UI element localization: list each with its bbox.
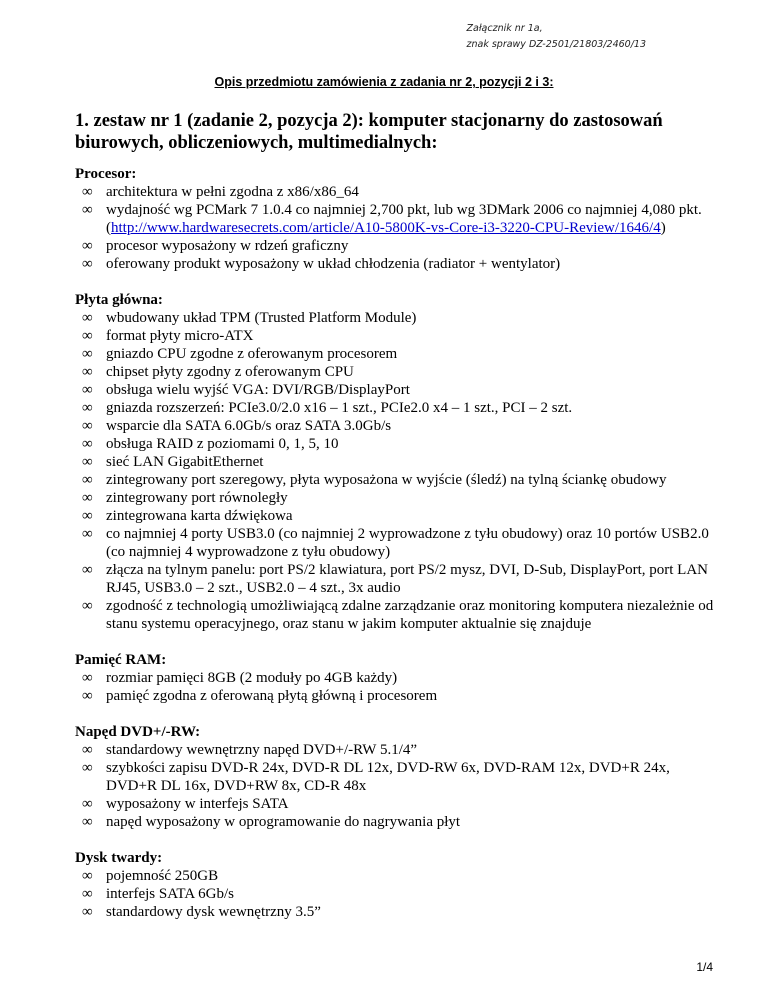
item-text: procesor wyposażony w rdzeń graficzny (106, 238, 349, 254)
document-content (75, 165, 715, 939)
item-text: standardowy wewnętrzny napęd DVD+/-RW 5.1/4” (106, 742, 418, 758)
item-text: wbudowany układ TPM (Trusted Platform Module) (106, 310, 417, 326)
item-text: wsparcie dla SATA 6.0Gb/s oraz SATA 3.0Gb/s (106, 418, 392, 434)
bullet-symbol: ∞ (82, 346, 93, 362)
bullet-symbol: ∞ (82, 184, 93, 200)
item-text: architektura w pełni zgodna z x86/x86_64 (106, 184, 359, 200)
list-item (75, 795, 715, 813)
item-text: co najmniej 4 porty USB3.0 (co najmniej 2 wyprowadzone z tyłu obudowy) oraz 10 portów USB2.0 (co najmniej 4 wyprowadzone z tyłu obudowy) (106, 526, 709, 560)
bullet-symbol: ∞ (82, 760, 93, 776)
item-text: oferowany produkt wyposażony w układ chłodzenia (radiator + wentylator) (106, 256, 561, 272)
bullet-symbol: ∞ (82, 688, 93, 704)
item-list (75, 741, 715, 831)
item-list (75, 309, 715, 633)
list-item (75, 885, 715, 903)
item-text: pojemność 250GB (106, 868, 219, 884)
bullet-symbol: ∞ (82, 382, 93, 398)
list-item (75, 453, 715, 471)
list-item (75, 399, 715, 417)
bullet-symbol: ∞ (82, 436, 93, 452)
item-text: zgodność z technologią umożliwiającą zdalne zarządzanie oraz monitoring komputera niezależnie od stanu systemu operacyjnego, oraz stanu w jakim komputer aktualnie się znajduje (106, 598, 714, 632)
item-text: szybkości zapisu DVD-R 24x, DVD-R DL 12x, DVD-RW 6x, DVD-RAM 12x, DVD+R 24x, DVD+R DL 16x, DVD+RW 8x, CD-R 48x (106, 760, 670, 794)
list-item (75, 363, 715, 381)
bullet-symbol: ∞ (82, 904, 93, 920)
item-text: format płyty micro-ATX (106, 328, 254, 344)
item-text: sieć LAN GigabitEthernet (106, 454, 264, 470)
bullet-symbol: ∞ (82, 418, 93, 434)
list-item (75, 471, 715, 489)
list-item (75, 381, 715, 399)
item-text: chipset płyty zgodny z oferowanym CPU (106, 364, 354, 380)
bullet-symbol: ∞ (82, 526, 93, 542)
list-item (75, 903, 715, 921)
item-text: obsługa wielu wyjść VGA: DVI/RGB/DisplayPort (106, 382, 410, 398)
page-number: 1/4 (696, 960, 713, 974)
benchmark-link[interactable]: http://www.hardwaresecrets.com/article/A10-5800K-vs-Core-i3-3220-CPU-Review/1646/4 (111, 220, 661, 236)
item-text: interfejs SATA 6Gb/s (106, 886, 234, 902)
item-list (75, 867, 715, 921)
list-item (75, 687, 715, 705)
header-line-attachment: Załącznik nr 1a, (466, 23, 543, 34)
list-item (75, 525, 715, 561)
section-hard-disk (75, 849, 715, 921)
bullet-symbol: ∞ (82, 472, 93, 488)
subject-title: Opis przedmiotu zamówienia z zadania nr 2, pozycji 2 i 3: (214, 75, 554, 89)
item-text: zintegrowany port szeregowy, płyta wyposażona w wyjście (śledź) na tylną ściankę obudowy (106, 472, 667, 488)
item-text: złącza na tylnym panelu: port PS/2 klawiatura, port PS/2 mysz, DVI, D-Sub, DisplayPort, port LAN RJ45, USB3.0 – 2 szt., USB2.0 – 4 szt., 3x audio (106, 562, 708, 596)
main-heading: 1. zestaw nr 1 (zadanie 2, pozycja 2): komputer stacjonarny do zastosowań biurowych, obliczeniowych, multimedialnych: (75, 111, 663, 153)
section-processor (75, 165, 715, 273)
item-text: zintegrowana karta dźwiękowa (106, 508, 293, 524)
section-title: Napęd DVD+/-RW: (75, 724, 201, 740)
list-item (75, 255, 715, 273)
list-item (75, 597, 715, 633)
bullet-symbol: ∞ (82, 886, 93, 902)
list-item (75, 309, 715, 327)
list-item (75, 813, 715, 831)
list-item (75, 741, 715, 759)
list-item (75, 435, 715, 453)
item-text-end: ) (660, 220, 666, 236)
item-text: zintegrowany port równoległy (106, 490, 288, 506)
bullet-symbol: ∞ (82, 490, 93, 506)
section-title: Dysk twardy: (75, 850, 163, 866)
list-item (75, 345, 715, 363)
bullet-symbol: ∞ (82, 508, 93, 524)
bullet-symbol: ∞ (82, 814, 93, 830)
item-text: gniazda rozszerzeń: PCIe3.0/2.0 x16 – 1 szt., PCIe2.0 x4 – 1 szt., PCI – 2 szt. (106, 400, 573, 416)
header-note (466, 21, 646, 53)
section-motherboard (75, 291, 715, 633)
item-text: napęd wyposażony w oprogramowanie do nagrywania płyt (106, 814, 461, 830)
section-ram (75, 651, 715, 705)
list-item (75, 489, 715, 507)
list-item (75, 507, 715, 525)
bullet-symbol: ∞ (82, 598, 93, 614)
item-text: standardowy dysk wewnętrzny 3.5” (106, 904, 321, 920)
item-text: obsługa RAID z poziomami 0, 1, 5, 10 (106, 436, 339, 452)
item-text: pamięć zgodna z oferowaną płytą główną i procesorem (106, 688, 438, 704)
item-list (75, 183, 715, 273)
list-item (75, 201, 715, 237)
list-item (75, 417, 715, 435)
list-item (75, 759, 715, 795)
bullet-symbol: ∞ (82, 742, 93, 758)
list-item (75, 183, 715, 201)
bullet-symbol: ∞ (82, 400, 93, 416)
section-title: Płyta główna: (75, 292, 163, 308)
list-item (75, 237, 715, 255)
bullet-symbol: ∞ (82, 364, 93, 380)
bullet-symbol: ∞ (82, 796, 93, 812)
item-text: wyposażony w interfejs SATA (106, 796, 289, 812)
bullet-symbol: ∞ (82, 310, 93, 326)
item-text: gniazdo CPU zgodne z oferowanym procesorem (106, 346, 398, 362)
item-list (75, 669, 715, 705)
item-text: wydajność wg PCMark 7 1.0.4 co najmniej 2,700 pkt, lub wg 3DMark 2006 co najmniej 4,080 pkt. ( (106, 202, 702, 236)
list-item (75, 561, 715, 597)
bullet-symbol: ∞ (82, 670, 93, 686)
section-dvd-drive (75, 723, 715, 831)
header-line-case-number: znak sprawy DZ-2501/21803/2460/13 (466, 39, 646, 50)
bullet-symbol: ∞ (82, 868, 93, 884)
list-item (75, 327, 715, 345)
list-item (75, 867, 715, 885)
item-text: rozmiar pamięci 8GB (2 moduły po 4GB każdy) (106, 670, 398, 686)
bullet-symbol: ∞ (82, 202, 93, 218)
bullet-symbol: ∞ (82, 256, 93, 272)
bullet-symbol: ∞ (82, 328, 93, 344)
list-item (75, 669, 715, 687)
section-title: Pamięć RAM: (75, 652, 167, 668)
bullet-symbol: ∞ (82, 238, 93, 254)
section-title: Procesor: (75, 166, 137, 182)
bullet-symbol: ∞ (82, 454, 93, 470)
bullet-symbol: ∞ (82, 562, 93, 578)
